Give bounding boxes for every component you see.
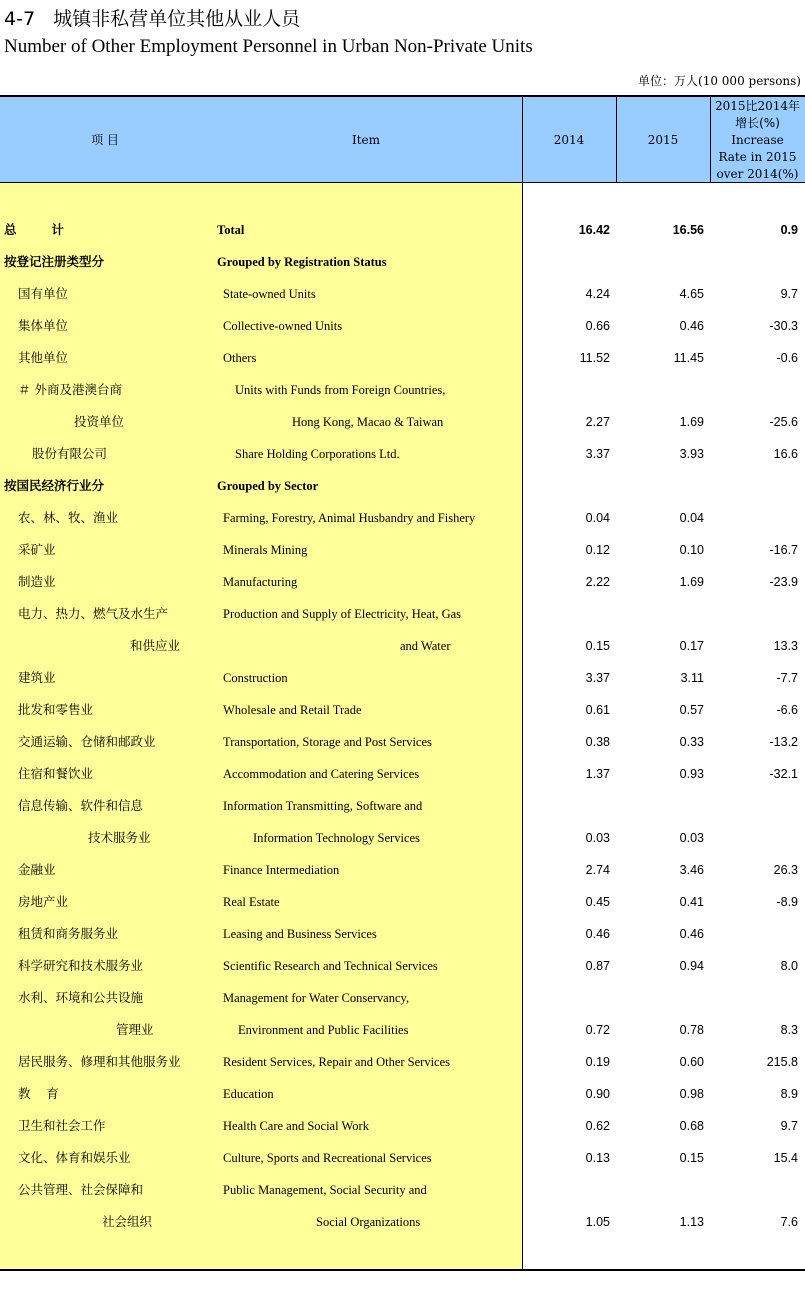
header-growth-line4: Rate in 2015 [718,149,797,164]
value-2015: 3.46 [679,863,704,877]
row-label-en: Environment and Public Facilities [238,1023,409,1037]
row-label-en: Others [223,351,257,365]
value-growth: 15.4 [773,1151,798,1165]
table-row [0,1174,805,1206]
row-label-en: Share Holding Corporations Ltd. [235,447,400,461]
row-label-en: Social Organizations [316,1215,421,1229]
table-row [0,886,805,918]
row-label-cn: 租赁和商务服务业 [18,926,119,941]
table-row [0,406,805,438]
row-label-en: Leasing and Business Services [223,927,377,941]
value-2014: 2.22 [585,575,610,589]
table-row [0,438,805,470]
table-row [0,918,805,950]
value-growth: 7.6 [780,1215,798,1229]
row-label-cn: 和供应业 [130,638,181,653]
value-2014: 11.52 [579,351,610,365]
table-row [0,1078,805,1110]
value-2014: 0.90 [585,1087,610,1101]
value-2015: 1.69 [679,415,704,429]
table-row [0,342,805,374]
row-label-cn: 公共管理、社会保障和 [18,1182,144,1197]
header-item-en: Item [351,132,381,147]
table-row [0,822,805,854]
table-row [0,1206,805,1238]
row-label-cn: 社会组织 [102,1214,153,1229]
row-label-en: Information Technology Services [253,831,420,845]
value-growth: -23.9 [769,575,798,589]
row-label-cn: 文化、体育和娱乐业 [18,1150,131,1165]
value-2014: 1.37 [585,767,610,781]
value-growth: -8.9 [776,895,798,909]
row-label-cn: 科学研究和技术服务业 [18,958,144,973]
table-row [0,598,805,630]
value-2015: 3.93 [679,447,704,461]
value-growth: 0.9 [780,223,798,237]
row-label-en: Education [223,1087,274,1101]
table-row [0,662,805,694]
table-row [0,630,805,662]
header-growth [710,97,805,183]
row-label-cn: 建筑业 [18,670,56,685]
table-row [0,694,805,726]
value-2014: 0.13 [585,1151,610,1165]
header-2015: 2015 [647,132,679,147]
row-label-en: Grouped by Registration Status [217,255,387,269]
row-label-en: Manufacturing [223,575,298,589]
row-label-cn: 管理业 [116,1022,154,1037]
value-2014: 2.74 [585,863,610,877]
row-label-cn: 交通运输、仓储和邮政业 [18,734,156,749]
data-table [0,95,805,1271]
row-label-en: Total [217,223,245,237]
table-row [0,854,805,886]
column-divider [710,95,711,183]
header-growth-line1: 2015比2014年 [714,98,801,113]
row-label-cn: 制造业 [18,574,56,589]
row-label-en: Hong Kong, Macao & Taiwan [292,415,444,429]
value-2015: 0.68 [679,1119,704,1133]
table-bottom-rule [0,1269,805,1271]
row-label-cn: 集体单位 [18,318,69,333]
value-2014: 1.05 [585,1215,610,1229]
value-2014: 0.03 [585,831,610,845]
table-title-cn: 4-7 城镇非私营单位其他从业人员 [4,8,301,30]
value-2014: 16.42 [578,223,610,237]
value-2015: 0.33 [679,735,704,749]
value-growth: 13.3 [773,639,798,653]
value-growth: 8.3 [780,1023,798,1037]
value-2014: 3.37 [585,447,610,461]
value-2014: 0.12 [585,543,610,557]
value-2014: 0.61 [585,703,610,717]
value-growth: -25.6 [769,415,798,429]
value-2015: 0.15 [679,1151,704,1165]
row-label-en: Minerals Mining [223,543,308,557]
table-row [0,278,805,310]
row-label-en: Scientific Research and Technical Services [223,959,438,973]
header-growth-line5: over 2014(%) [716,166,799,181]
value-growth: 9.7 [780,1119,798,1133]
row-label-en: Health Care and Social Work [223,1119,369,1133]
row-label-en: and Water [400,639,451,653]
table-row [0,982,805,1014]
header-item-cn: 项 目 [91,132,119,147]
row-label-cn: 采矿业 [18,542,56,557]
table-row [0,214,805,246]
value-2015: 0.41 [679,895,704,909]
row-label-en: Transportation, Storage and Post Services [223,735,432,749]
row-label-cn: 按国民经济行业分 [4,478,105,493]
row-label-cn: 水利、环境和公共设施 [18,990,144,1005]
table-header [0,95,805,183]
unit-label [638,72,801,89]
value-2015: 0.10 [679,543,704,557]
row-label-en: Farming, Forestry, Animal Husbandry and Fishery [223,511,476,525]
value-2014: 0.45 [585,895,610,909]
value-2015: 0.93 [679,767,704,781]
value-2015: 11.45 [673,351,704,365]
value-2015: 16.56 [672,223,704,237]
table-row [0,374,805,406]
table-title-en: Number of Other Employment Personnel in Urban Non-Private Units [4,36,533,57]
value-2014: 4.24 [585,287,610,301]
row-label-en: Resident Services, Repair and Other Services [223,1055,451,1069]
value-growth: -0.6 [776,351,798,365]
unit-label-en: (10 000 persons) [698,74,801,88]
value-2015: 0.78 [679,1023,704,1037]
value-2014: 0.19 [585,1055,610,1069]
header-growth-line2: 增长(%) [735,115,780,130]
row-label-cn: 总 计 [4,222,64,237]
row-label-en: Information Transmitting, Software and [223,799,423,813]
row-label-cn: 其他单位 [18,350,69,365]
value-2014: 0.62 [585,1119,610,1133]
value-growth: 8.0 [780,959,798,973]
value-2015: 0.57 [679,703,704,717]
row-label-cn: ＃ 外商及港澳台商 [18,382,122,397]
value-2014: 0.38 [585,735,610,749]
value-2014: 0.66 [585,319,610,333]
value-2015: 1.13 [679,1215,704,1229]
value-2015: 0.46 [679,319,704,333]
value-2015: 0.60 [679,1055,704,1069]
value-2014: 0.87 [585,959,610,973]
value-2015: 0.03 [679,831,704,845]
row-label-en: Units with Funds from Foreign Countries, [235,383,446,397]
row-label-en: State-owned Units [223,287,316,301]
column-divider [616,95,617,183]
row-label-cn: 批发和零售业 [18,702,94,717]
value-growth: -32.1 [769,767,798,781]
row-label-en: Accommodation and Catering Services [223,767,420,781]
row-label-cn: 卫生和社会工作 [18,1118,106,1133]
value-growth: -7.7 [776,671,798,685]
row-label-cn: 股份有限公司 [32,446,108,461]
value-2015: 1.69 [679,575,704,589]
value-2014: 0.72 [585,1023,610,1037]
row-label-en: Grouped by Sector [217,479,319,493]
row-label-cn: 信息传输、软件和信息 [18,798,144,813]
row-label-en: Construction [223,671,288,685]
table-row [0,1014,805,1046]
row-label-cn: 农、林、牧、渔业 [18,510,119,525]
table-row [0,566,805,598]
table-row [0,470,805,502]
value-growth: 16.6 [773,447,798,461]
value-2014: 3.37 [585,671,610,685]
value-growth: -6.6 [776,703,798,717]
table-row [0,758,805,790]
table-row [0,1110,805,1142]
row-label-en: Collective-owned Units [223,319,343,333]
row-label-cn: 教 育 [18,1086,59,1101]
value-growth: 9.7 [780,287,798,301]
row-label-cn: 房地产业 [18,894,69,909]
table-row [0,950,805,982]
table-row [0,502,805,534]
row-label-cn: 投资单位 [74,414,125,429]
value-2015: 0.94 [679,959,704,973]
row-label-en: Production and Supply of Electricity, Heat, Gas [223,607,462,621]
table-row [0,534,805,566]
table-row [0,1142,805,1174]
value-2015: 3.11 [680,671,704,685]
row-label-en: Wholesale and Retail Trade [223,703,362,717]
value-2015: 0.98 [679,1087,704,1101]
value-2014: 2.27 [585,415,610,429]
value-2015: 0.46 [679,927,704,941]
value-2014: 0.04 [585,511,610,525]
header-growth-line3: Increase [731,132,784,147]
row-label-en: Management for Water Conservancy, [223,991,410,1005]
value-2014: 0.46 [585,927,610,941]
row-label-en: Culture, Sports and Recreational Services [223,1151,432,1165]
table-row [0,790,805,822]
row-label-en: Public Management, Social Security and [223,1183,427,1197]
row-label-cn: 按登记注册类型分 [4,254,105,269]
value-growth: 8.9 [780,1087,798,1101]
row-label-cn: 国有单位 [18,286,69,301]
row-label-en: Real Estate [223,895,280,909]
unit-label-cn: 单位：万人 [638,74,699,88]
row-label-en: Finance Intermediation [223,863,340,877]
value-2015: 0.04 [679,511,704,525]
table-row [0,310,805,342]
table-row [0,246,805,278]
row-label-cn: 电力、热力、燃气及水生产 [18,606,169,621]
value-growth: -30.3 [769,319,798,333]
row-label-cn: 居民服务、修理和其他服务业 [18,1054,181,1069]
value-2015: 4.65 [679,287,704,301]
value-2015: 0.17 [679,639,704,653]
header-2014: 2014 [553,132,585,147]
value-2014: 0.15 [585,639,610,653]
row-label-cn: 金融业 [18,862,56,877]
value-growth: 26.3 [773,863,798,877]
row-label-cn: 住宿和餐饮业 [18,766,94,781]
row-label-cn: 技术服务业 [88,830,151,845]
value-growth: 215.8 [766,1055,798,1069]
value-growth: -13.2 [769,735,798,749]
value-growth: -16.7 [769,543,798,557]
table-row [0,726,805,758]
table-row [0,1046,805,1078]
